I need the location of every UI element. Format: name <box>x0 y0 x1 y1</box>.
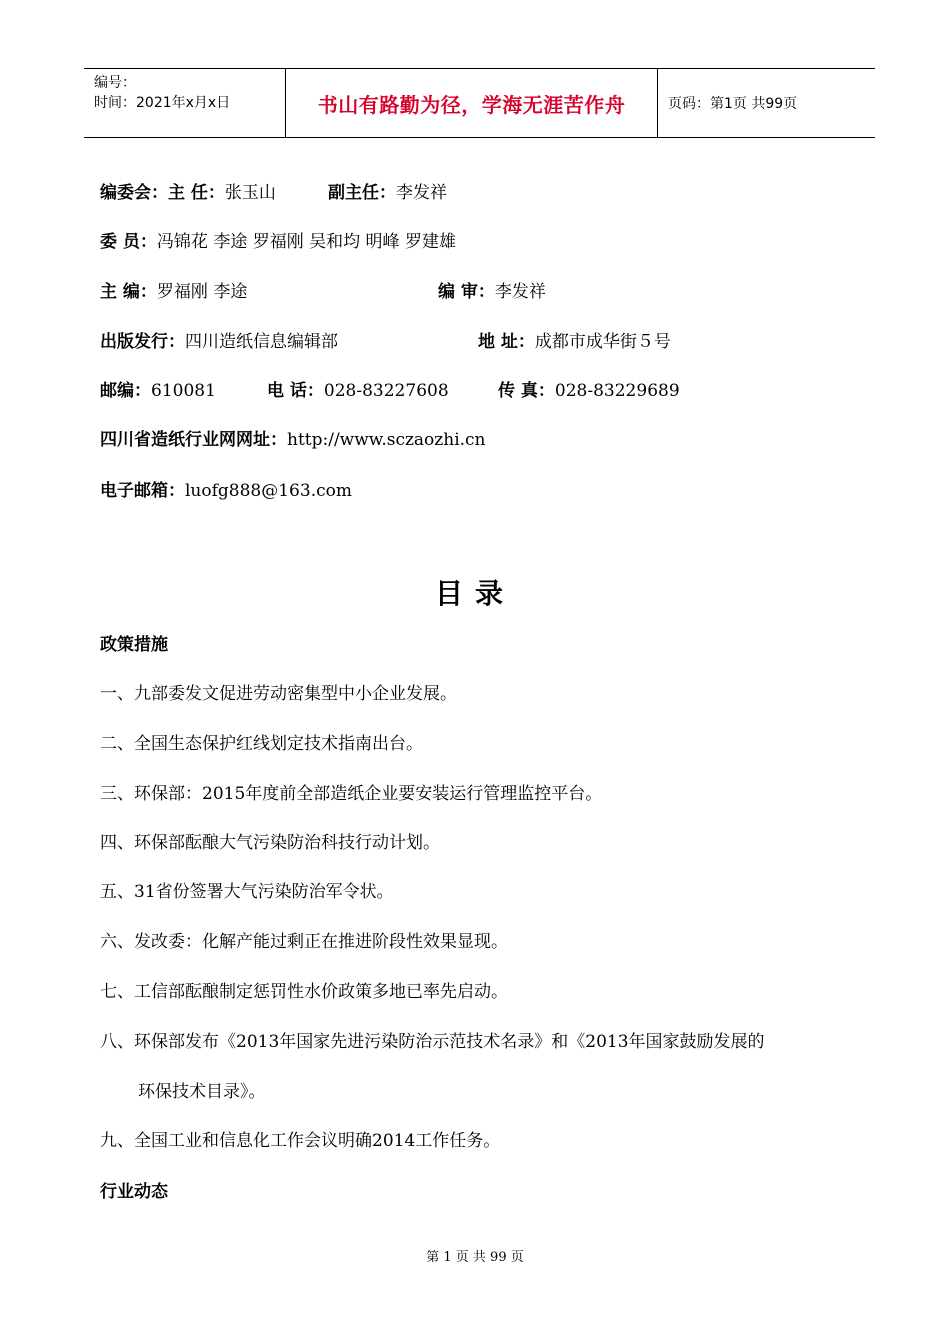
email-line <box>100 479 352 503</box>
deputy-label: 副主任： <box>328 183 396 203</box>
toc-item[interactable]: 四、环保部酝酿大气污染防治科技行动计划。 <box>100 833 440 853</box>
website-label: 四川省造纸行业网网址： <box>100 430 287 450</box>
reviewer-value: 李发祥 <box>494 282 546 302</box>
toc-section-policy: 政策措施 <box>100 635 168 655</box>
editor-label: 主 编： <box>100 282 157 302</box>
toc-item[interactable]: 五、31省份签署大气污染防治军令状。 <box>100 882 394 902</box>
address-label: 地 址： <box>478 332 535 352</box>
address-group <box>478 330 671 354</box>
toc-item[interactable]: 七、工信部酝酿制定惩罚性水价政策多地已率先启动。 <box>100 982 508 1002</box>
fax-label: 传 真： <box>498 381 555 401</box>
email-link[interactable]: luofg888@163.com <box>185 481 352 501</box>
editor-value: 罗福刚 李途 <box>156 282 248 302</box>
deputy-group <box>328 181 447 205</box>
members-value: 冯锦花 李途 罗福刚 吴和均 明峰 罗建雄 <box>156 232 456 252</box>
header-motto: 书山有路勤为径，学海无涯苦作舟 <box>286 69 658 137</box>
fax-value: 028-83229689 <box>554 381 680 401</box>
page-footer: 第 1 页 共 99 页 <box>426 1250 524 1265</box>
contact-line <box>100 379 680 403</box>
phone-group <box>267 379 449 403</box>
committee-line <box>100 181 447 205</box>
toc-item[interactable]: 一、九部委发文促进劳动密集型中小企业发展。 <box>100 684 457 704</box>
header-page-info: 页码：第1页 共99页 <box>668 96 798 112</box>
deputy-value: 李发祥 <box>396 183 447 203</box>
publisher-label: 出版发行： <box>100 332 185 352</box>
email-label: 电子邮箱： <box>100 481 185 501</box>
address-value: 成都市成华街５号 <box>534 332 671 352</box>
website-line <box>100 428 486 452</box>
header-meta <box>84 69 286 137</box>
fax-group <box>498 379 680 403</box>
reviewer-group <box>438 280 546 304</box>
publisher-value: 四川造纸信息编辑部 <box>185 332 338 352</box>
header-number: 编号： <box>94 75 136 91</box>
toc-item[interactable]: 三、环保部：2015年度前全部造纸企业要安装运行管理监控平台。 <box>100 784 603 804</box>
toc-title: 目录 <box>434 577 515 610</box>
phone-value: 028-83227608 <box>323 381 449 401</box>
website-link[interactable]: http://www.sczaozhi.cn <box>287 430 486 450</box>
members-line <box>100 230 456 254</box>
committee-value: 张玉山 <box>224 183 276 203</box>
members-label: 委 员： <box>100 232 157 252</box>
postcode-value: 610081 <box>151 381 216 401</box>
postcode-label: 邮编： <box>100 381 151 401</box>
toc-section-industry: 行业动态 <box>100 1182 168 1202</box>
phone-label: 电 话： <box>267 381 324 401</box>
toc-item-continuation[interactable]: 环保技术目录》。 <box>138 1082 266 1102</box>
header-table <box>84 68 875 138</box>
toc-item[interactable]: 九、全国工业和信息化工作会议明确2014工作任务。 <box>100 1131 501 1151</box>
toc-item[interactable]: 六、发改委：化解产能过剩正在推进阶段性效果显现。 <box>100 932 508 952</box>
publisher-line <box>100 330 671 354</box>
header-date: 时间：2021年x月x日 <box>94 95 231 111</box>
reviewer-label: 编 审： <box>438 282 495 302</box>
toc-item[interactable]: 二、全国生态保护红线划定技术指南出台。 <box>100 734 423 754</box>
editor-line <box>100 280 546 304</box>
toc-item[interactable]: 八、环保部发布《2013年国家先进污染防治示范技术名录》和《2013年国家鼓励发展的 <box>100 1032 765 1052</box>
committee-label: 编委会：主 任： <box>100 183 225 203</box>
